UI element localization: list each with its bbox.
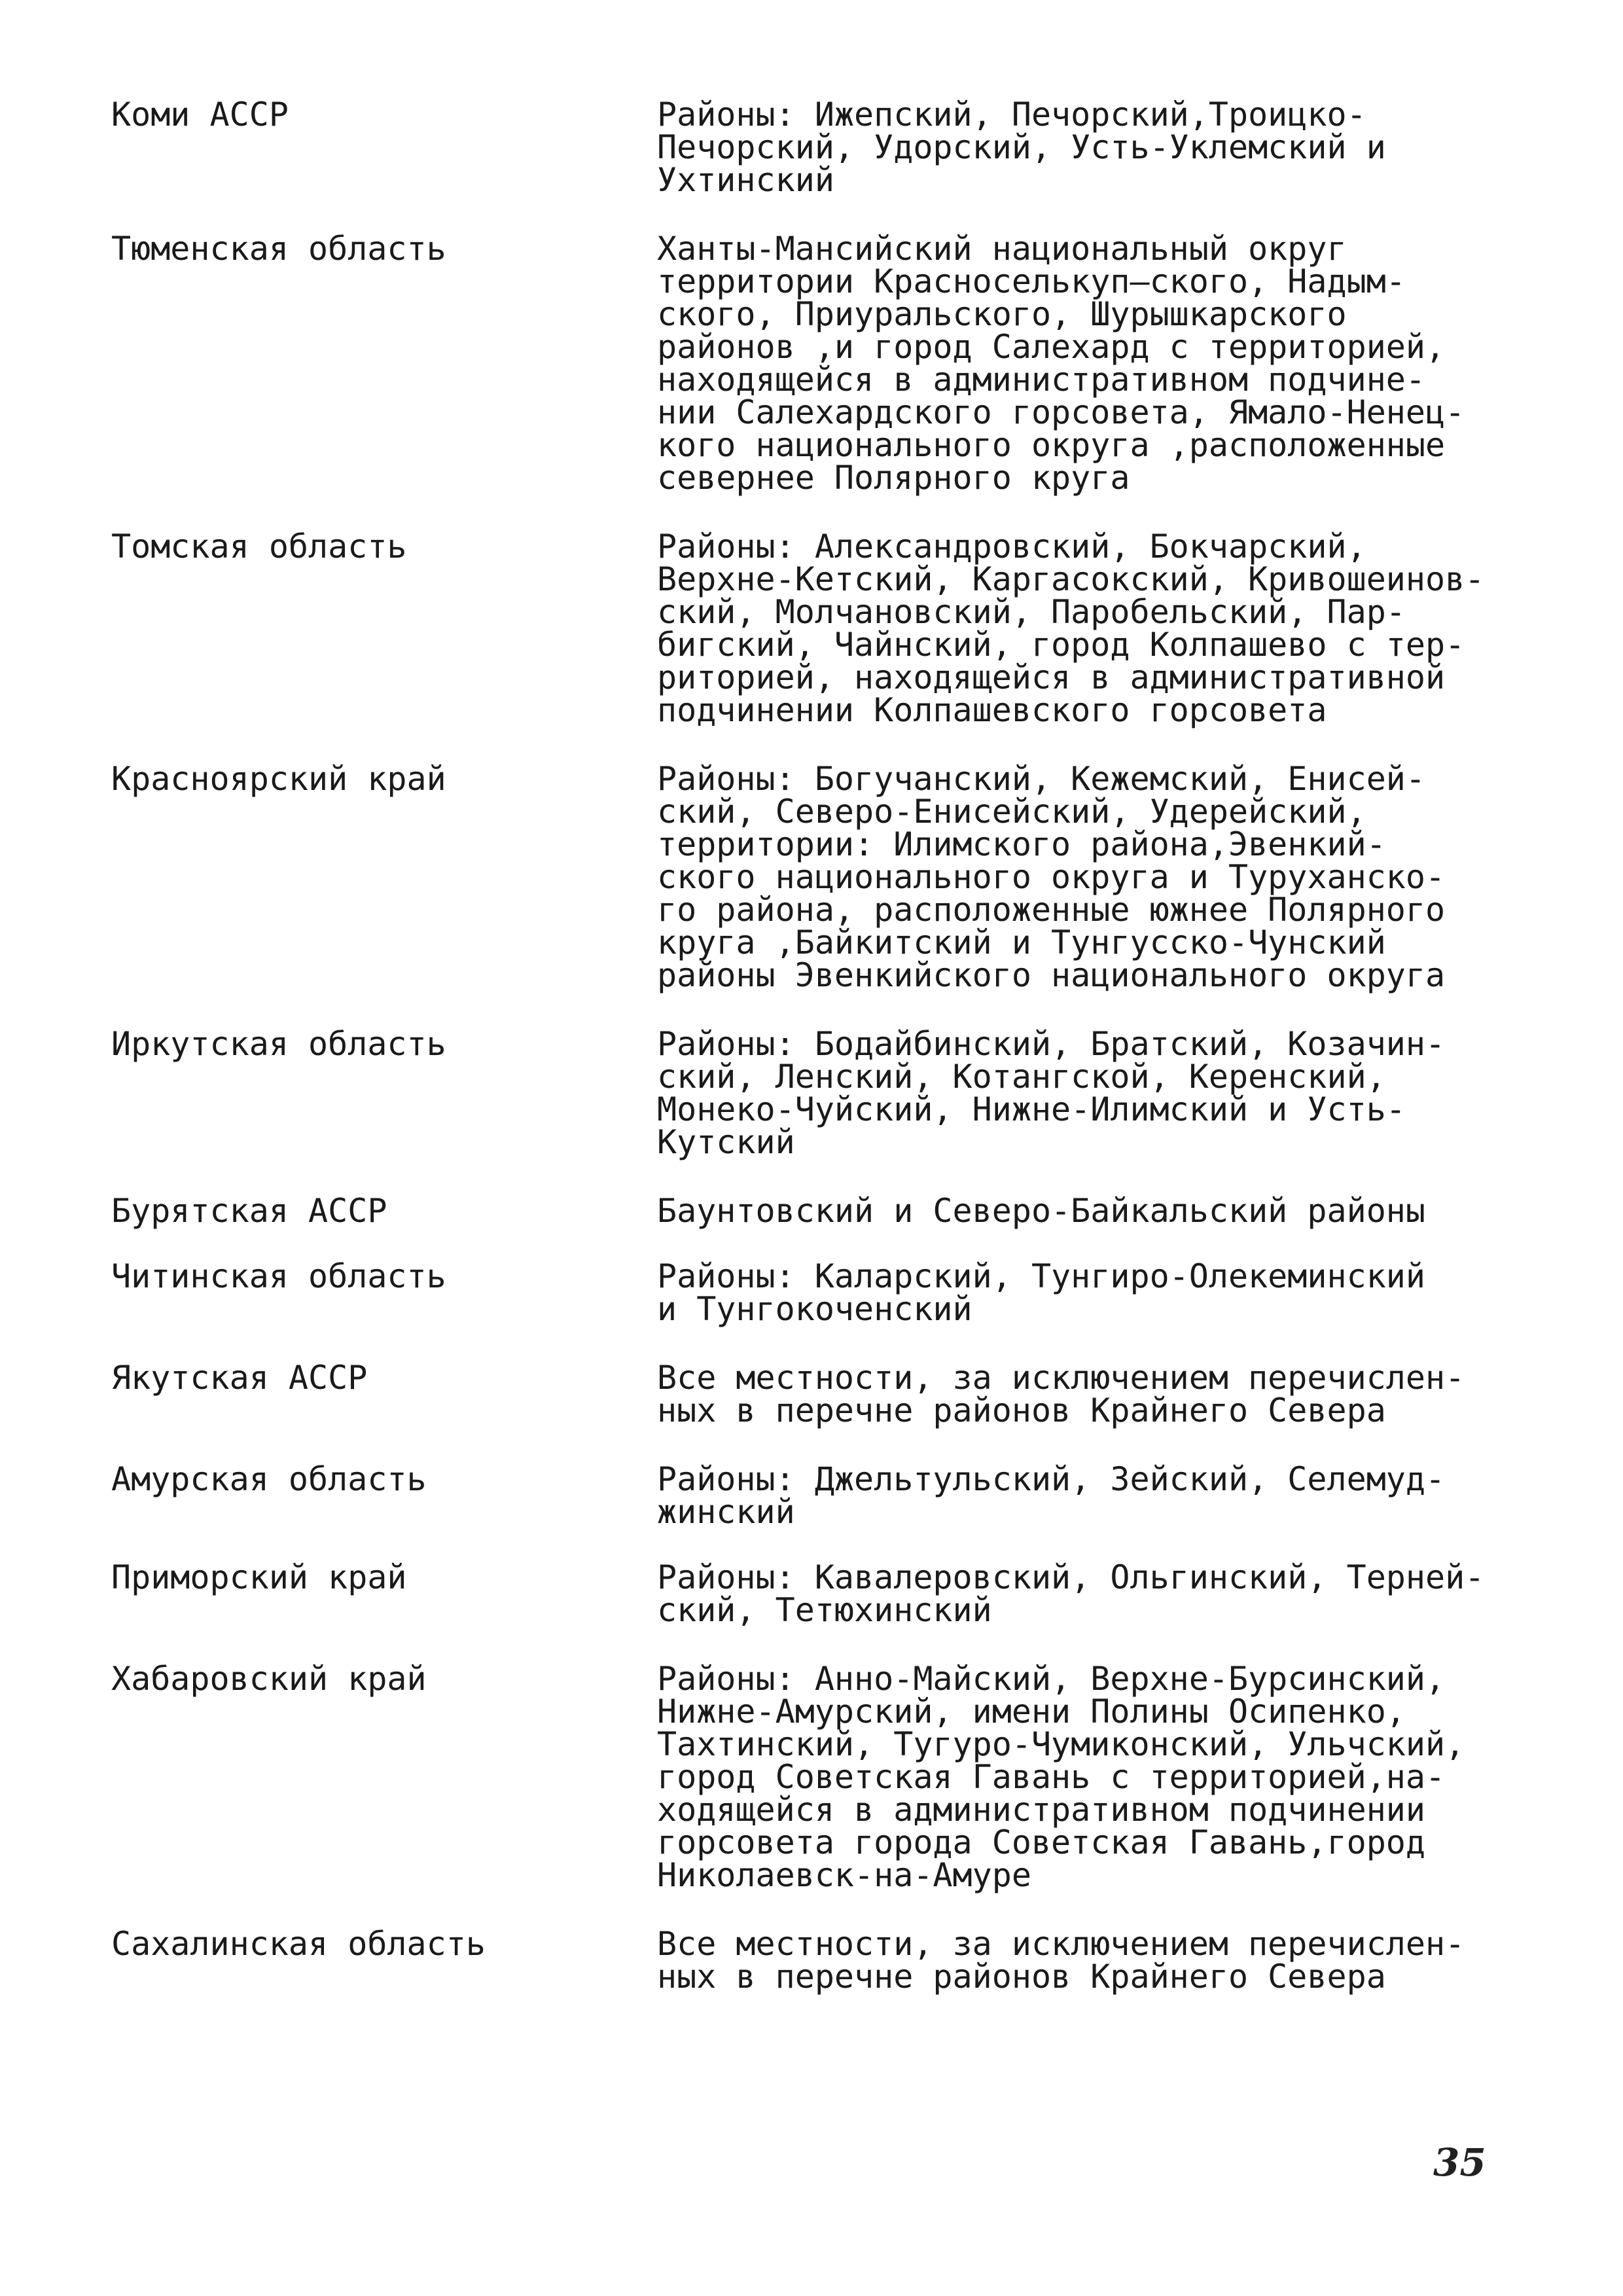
description-line: ский, Молчановский, Паробельский, Пар- [657,593,1406,631]
description-line: Монеко-Чуйский, Нижне-Илимский и Усть- [657,1090,1406,1128]
description-line: риторией, находящейся в административной [657,658,1446,696]
region-description [657,762,1512,992]
description-line: и Тунгокоченский [657,1290,972,1328]
description-line: Тахтинский, Тугуро-Чумиконский, Ульчский, [657,1725,1465,1763]
description-line: районы Эвенкийского национального округа [657,956,1446,994]
region-description [657,1925,1512,1996]
description-line: нии Салехардского горсовета, Ямало-Ненец- [657,393,1465,431]
description-line: Районы: Анно-Майский, Верхне-Бурсинский, [657,1660,1446,1698]
description-line: территории: Илимского района,Эвенкий- [657,825,1386,863]
region-name: Иркутская область [111,1025,446,1063]
region-description [657,1662,1512,1892]
description-line: районов ,и город Салехард с территорией, [657,328,1446,366]
description-line: территории Красноселькуп–ского, Надым- [657,262,1406,300]
region-name: Амурская область [111,1460,427,1498]
description-line: город Советская Гавань с территорией,на- [657,1758,1446,1796]
description-line: Ухтинский [657,161,834,199]
region-name: Коми АССР [111,96,289,134]
region-description [657,1361,1512,1427]
description-line: Районы: Бодайбинский, Братский, Козачин- [657,1025,1446,1063]
region-description [657,1460,1512,1531]
region-name: Бурятская АССР [111,1192,387,1230]
description-line: Все местности, за исключением перечислен- [657,1359,1465,1397]
region-description [657,528,1512,729]
description-line: ский, Ленский, Котангской, Керенский, [657,1058,1386,1096]
description-line: Баунтовский и Северо-Байкальский районы [657,1192,1425,1230]
description-line: ных в перечне районов Крайнего Севера [657,1958,1386,1996]
region-description [657,1192,1512,1230]
description-line: Ханты-Мансийский национальный округ [657,230,1347,268]
description-line: Николаевск-на-Амуре [657,1856,1031,1894]
description-line: Районы: Каларский, Тунгиро-Олекеминский [657,1257,1425,1295]
region-description [657,1558,1512,1629]
description-line: Районы: Ижепский, Печорский,Троицко- [657,96,1366,134]
description-line: Районы: Кавалеровский, Ольгинский, Терней- [657,1558,1485,1596]
region-description [657,96,1512,199]
description-line: находящейся в административном подчине- [657,361,1425,399]
region-description [657,1257,1512,1328]
description-line: Нижне-Амурский, имени Полины Осипенко, [657,1693,1406,1731]
region-name: Красноярский край [111,760,446,798]
description-line: Верхне-Кетский, Каргасокский, Кривошеинов- [657,560,1485,598]
description-line: Районы: Богучанский, Кежемский, Енисей- [657,760,1425,798]
region-name: Тюменская область [111,230,446,268]
region-name: Приморский край [111,1558,407,1596]
region-name: Сахалинская область [111,1925,486,1963]
description-line: кого национального округа ,расположенные [657,426,1446,464]
description-line: го района, расположенные южнее Полярного [657,891,1446,929]
description-line: горсовета города Советская Гавань,город [657,1823,1425,1861]
description-line: ский, Тетюхинский [657,1591,992,1629]
description-line: Все местности, за исключением перечислен- [657,1925,1465,1963]
description-line: подчинении Колпашевского горсовета [657,691,1327,729]
description-line: Печорский, Удорский, Усть-Уклемский и [657,128,1386,166]
description-line: Районы: Джельтульский, Зейский, Селемуд- [657,1460,1446,1498]
region-name: Читинская область [111,1257,446,1295]
region-description [657,230,1512,497]
description-line: жинский [657,1493,795,1531]
description-line: ского национального округа и Туруханско- [657,858,1446,896]
region-description [657,1025,1512,1161]
description-line: ных в перечне районов Крайнего Севера [657,1391,1386,1429]
region-name: Якутская АССР [111,1359,368,1397]
description-line: бигский, Чайнский, город Колпашево с тер- [657,626,1465,664]
page-number: 35 [1433,2140,1486,2185]
description-line: Кутский [657,1123,795,1161]
description-line: ского, Приуральского, Шурышкарского [657,295,1347,333]
description-line: ходящейся в административном подчинении [657,1791,1425,1829]
description-line: круга ,Байкитский и Тунгусско-Чунский [657,924,1386,961]
description-line: севернее Полярного круга [657,459,1130,497]
description-line: Районы: Александровский, Бокчарский, [657,528,1366,565]
region-name: Хабаровский край [111,1660,427,1698]
description-line: ский, Северо-Енисейский, Удерейский, [657,793,1366,831]
region-name: Томская область [111,528,407,565]
